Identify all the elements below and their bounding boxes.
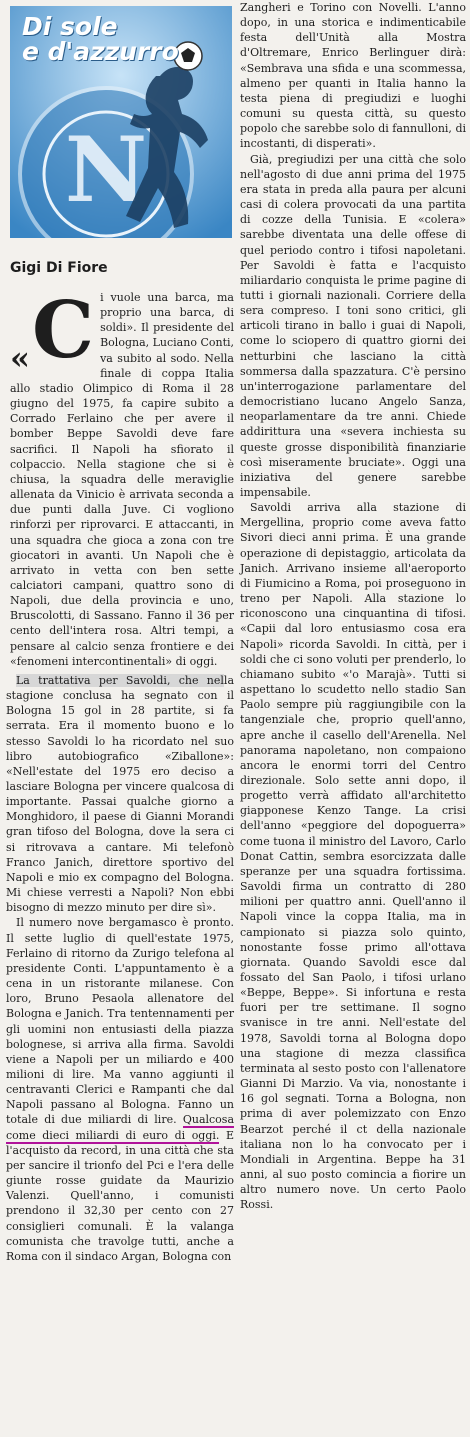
paragraph-2 (6, 673, 234, 916)
paragraph-3 (6, 915, 234, 1264)
banner-title-line-1: Di sole (22, 12, 118, 41)
drop-cap: C (32, 285, 95, 376)
right-column (240, 0, 466, 1213)
paragraph-1: i vuole una barca, ma proprio una barca, di soldi». Il presidente del Bologna, Luciano Conti, va subito al sodo. Nella finale di coppa Italia allo stadio Olimpico di Roma il 28 giugno del 1975, fa capire subito a Corrado Ferlaino che per avere il bomber Beppe Savoldi deve fare sacrifici. Il Napoli ha sfiorato il colpaccio. Nella stagione che si è chiusa, la squadra delle meraviglie allenata da Vinicio è arrivata seconda a due punti dalla Juve. Ci vogliono rinforzi per riprovarci. E attaccanti, in una squadra che gioca a zona con tre giocatori in avanti. Un Napoli che è arrivato in vetta con ben sette calciatori campani, quattro sono di Napoli, due della provincia e uno, Bruscolotti, di Sassano. Fanno il 36 per cento dell'intera rosa. Altri tempi, a pensare al calcio senza frontiere e dei «fenomeni intercontinentali» di oggi. (10, 291, 235, 668)
banner-title (22, 14, 179, 64)
underlined-text: Qualcosa come dieci miliardi di euro di oggi. (6, 1113, 235, 1142)
paragraph-3-text-a: Il numero nove bergamasco è pronto. Il sette luglio di quell'estate 1975, Ferlaino di ritorno da Zurigo telefona al presidente Conti. L'appuntamento è a cena in un ristorante milanese. Con loro, Bruno Pesaola allenatore del Bologna e Janich. Tra tentennamenti per gli uomini non entusiasti della piazza bolognese, si arriva alla firma. Savoldi viene a Napoli per un miliardo e 400 milioni di lire. Ma vanno aggiunti il centravanti Clerici e Rampanti che dal Napoli passano al Bologna. Fanno un totale di due miliardi di lire. (6, 916, 234, 1127)
left-column (6, 0, 234, 1264)
column-banner (10, 6, 232, 238)
banner-title-line-2: e d'azzurro (22, 37, 179, 66)
paragraph-5: Già, pregiudizi per una città che solo nell'agosto di due anni prima del 1975 era stata in preda alla paura per alcuni casi di colera provocati da una partita di cozze della Tunisia. E «colera» sarebbe diventata una delle offese di quel periodo contro i tifosi napoletani. Per Savoldi è fatta e l'acquisto miliardario conquista le prime pagine di tutti i giornali nazionali. Corriere della sera compreso. I toni sono critici, gli articoli tirano in ballo i guai di Napoli, come lo sciopero di quattro giorni dei netturbini che lasciano la città sommersa dalla spazzatura. C'è persino un'interrogazione parlamentare del democristiano lucano Angelo Sanza, neoparlamentare da tre anni. Chiede addirittura una «severa inchiesta su queste grosse disponibilità finanziarie così miseramente bruciate». Oggi una iniziativa del genere sarebbe impensabile. (240, 152, 466, 499)
opening-quote-mark: « (10, 339, 30, 377)
paragraph-4: Zangheri e Torino con Novelli. L'anno dopo, in una storica e indimenticabile festa dell'Unità alla Mostra d'Oltremare, Enrico Berlinguer dirà: «Sembrava una sfida e una scommessa, almeno per quanti in Italia hanno la testa piena di pregiudizi e luoghi comuni su questa città, su questo popolo che sarebbe solo di fannulloni, di incostanti, di disperati». (240, 1, 466, 151)
author-byline: Gigi Di Fiore (10, 260, 108, 276)
svg-text:N: N (64, 117, 148, 223)
paragraph-6: Savoldi arriva alla stazione di Mergellina, proprio come aveva fatto Sivori dieci anni prima. È una grande operazione di depistaggio, articolata da Janich. Arrivano insieme all'aeroporto di Fiumicino a Roma, poi proseguono in treno per Napoli. Alla stazione lo riconoscono una cinquantina di tifosi. «Capii dal loro entusiasmo cosa era Napoli» ricorda Savoldi. In città, per i soldi che ci sono voluti per prenderlo, lo chiamano subito «'o Marajà». Tutti si aspettano lo scudetto nello stadio San Paolo sempre più raggiungibile con la tangenziale che, proprio quell'anno, apre anche il casello dell'Arenella. Nel panorama napoletano, non compaiono ancora le enormi torri del Centro direzionale. Solo sette anni dopo, il progetto verrà affidato all'architetto giapponese Kenzo Tange. La crisi dell'anno «peggiore del dopoguerra» come tuona il ministro del Lavoro, Carlo Donat Cattin, sembra esorcizzata dalle speranze per una squadra fortissima. Savoldi firma un contratto di 280 milioni per quattro anni. Quell'anno il Napoli vince la coppa Italia, ma in campionato si piazza solo quinto, nonostante fosse primo all'ottava giornata. Quando Savoldi esce dal fossato del San Paolo, i tifosi urlano «Beppe, Beppe». Si infortuna e resta fuori per tre settimane. Il sogno svanisce in tre anni. Nell'estate del 1978, Savoldi torna al Bologna dopo una stagione di mezza classifica terminata al sesto posto con l'allenatore Gianni Di Marzio. Va via, nonostante i 16 gol segnati. Torna a Bologna, non prima di aver polemizzato con Enzo Bearzot perché il ct della nazionale italiana non lo ha convocato per i Mondiali in Argentina. Beppe ha 31 anni, al suo posto comincia a fiorire un altro numero nove. Un certo Paolo Rossi. (240, 501, 466, 1212)
article-opening (10, 285, 235, 669)
paragraph-3-text-b: E l'acquisto da record, in una città che sta per sancire il trionfo del Pci e l'era delle giunte rosse guidate da Maurizio Valenzi. Quell'anno, i comunisti prendono il 32,30 per cento con 27 consiglieri comunali. È la valanga comunista che travolge tutti, anche a Roma con il sindaco Argan, Bologna con (6, 1128, 234, 1263)
paragraph-2-text: la stagione conclusa ha segnato con il Bologna 15 gol in 28 partite, si fa serrata. Era il momento buono e lo stesso Savoldi lo ha ricordato nel suo libro autobiografico «Ziballone»: «Nell'estate del 1975 ero deciso a lasciare Bologna per vincere qualcosa di importante. Passai qualche giorno a Monghidoro, il paese di Gianni Morandi gran tifoso del Bologna, dove la sera ci si ritrovava a cantare. Mi telefonò Franco Janich, direttore sportivo del Napoli e mio ex compagno del Bologna. Mi chiese verresti a Napoli? Non ebbi bisogno di mezzo minuto per dire sì». (6, 673, 234, 915)
highlighted-text: La trattativa per Savoldi, che nel (16, 673, 224, 687)
